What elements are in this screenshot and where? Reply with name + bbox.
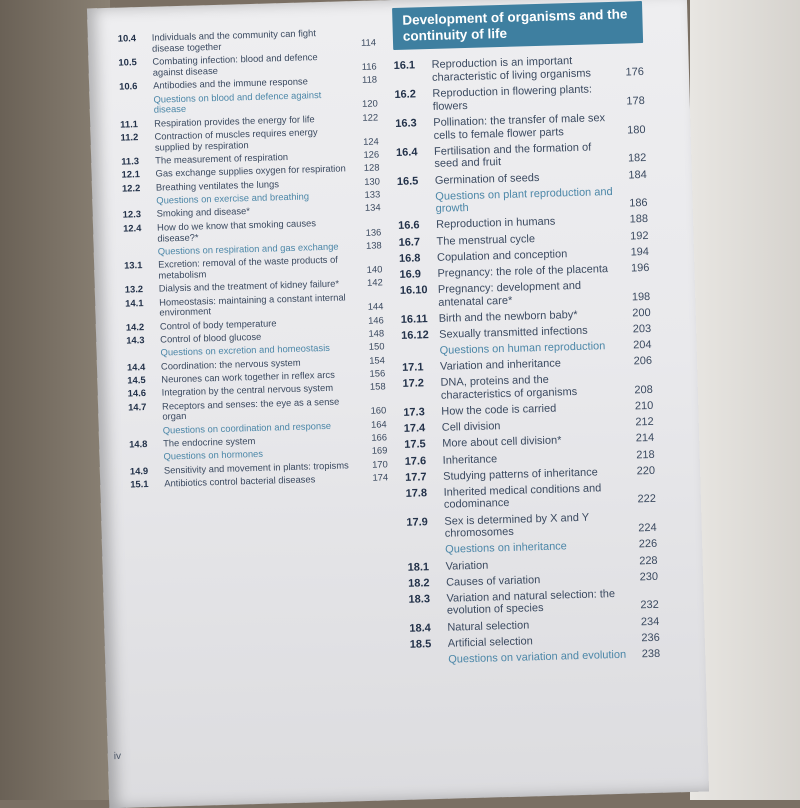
section-number: 17.4 (403, 422, 426, 436)
section-number: 16.2 (394, 88, 417, 102)
page-ref: 212 (635, 416, 654, 429)
page-ref: 124 (362, 135, 379, 147)
section-number: 14.5 (127, 373, 146, 386)
section-title: DNA, proteins and the characteristics of organisms (440, 374, 578, 402)
section-number (129, 425, 163, 426)
section-number: 10.6 (118, 80, 138, 92)
section-title: Antibodies and the immune response (152, 75, 309, 91)
section-number: 14.2 (125, 320, 145, 333)
page-ref: 194 (630, 245, 650, 259)
section-title: Integration by the central nervous system (161, 382, 334, 398)
page-ref: 204 (633, 338, 652, 352)
section-title: Reproduction in flowering plants: flowers (432, 83, 593, 113)
page-ref: 200 (632, 306, 651, 320)
section-number (126, 348, 160, 349)
section-number: 17.6 (404, 454, 427, 468)
contents-right-column (392, 1, 660, 671)
section-number (407, 544, 445, 545)
section-number: 16.10 (399, 284, 428, 297)
section-title: Variation (445, 559, 489, 573)
section-title: Reproduction in humans (435, 215, 556, 232)
section-title: How do we know that smoking causes disease?* (156, 216, 317, 244)
section-title: Sex is determined by X and Y chromosomes (444, 511, 590, 540)
section-number: 16.1 (393, 59, 416, 73)
contents-left-column (118, 26, 389, 492)
page-ref: 178 (626, 94, 645, 108)
page-ref: 180 (627, 123, 646, 137)
section-heading: Development of organisms and the continuity of life (392, 1, 643, 50)
section-title: Questions on hormones (163, 448, 264, 462)
section-title: Artificial selection (447, 635, 533, 650)
section-title: Cell division (441, 420, 501, 435)
section-title: Reproduction is an important characteristic of living organisms (431, 55, 592, 84)
section-title: Copulation and conception (436, 247, 568, 264)
section-title: Pregnancy: development and antenatal care* (437, 279, 582, 309)
section-title: Questions on variation and evolution (448, 648, 627, 666)
page-ref: 130 (364, 175, 381, 187)
contents-entry (405, 481, 656, 513)
section-number (124, 246, 158, 247)
page-ref: 230 (639, 570, 659, 583)
contents-page (87, 0, 709, 808)
section-title: Pollination: the transfer of male sex cells to female flower parts (433, 112, 606, 142)
section-title: Control of body temperature (159, 317, 277, 332)
section-title: More about cell division* (442, 434, 562, 451)
page-ref: 208 (634, 383, 653, 397)
contents-entry (396, 140, 647, 172)
section-title: How the code is carried (441, 402, 557, 418)
section-title: Fertilisation and the formation of seed and fruit (433, 141, 592, 171)
page-ref: 134 (364, 201, 381, 214)
page-ref: 140 (366, 263, 383, 275)
questions-entry (410, 648, 660, 668)
page-ref: 182 (627, 152, 647, 165)
contents-entry (394, 82, 645, 114)
section-title: Birth and the newborn baby* (438, 308, 578, 325)
section-title: Questions on human reproduction (439, 340, 606, 357)
contents-entry (400, 278, 651, 310)
section-number: 10.4 (117, 32, 137, 44)
page-ref: 220 (636, 464, 656, 478)
page-number: iv (113, 750, 122, 763)
contents-entry (406, 509, 657, 541)
section-title: Gas exchange supplies oxygen for respiration (155, 162, 346, 180)
page-ref: 122 (362, 111, 379, 123)
page-ref: 148 (368, 327, 385, 339)
section-number: 16.3 (395, 117, 417, 130)
page-ref: 236 (641, 631, 660, 645)
contents-entry (395, 111, 646, 143)
section-number: 14.6 (127, 387, 147, 399)
section-title: Breathing ventilates the lungs (155, 177, 280, 193)
section-number (129, 452, 163, 453)
section-title: Questions on exercise and breathing (156, 190, 310, 206)
page-ref: 170 (371, 457, 388, 470)
section-title: Variation and natural selection: the evolution of species (446, 587, 616, 618)
page-ref: 158 (369, 380, 386, 393)
page-ref: 169 (371, 444, 388, 457)
page-ref: 128 (363, 161, 380, 174)
page-ref: 156 (369, 367, 386, 379)
page-ref: 196 (630, 261, 650, 275)
page-ref: 174 (372, 471, 389, 483)
page-ref: 116 (361, 60, 377, 72)
section-title: Control of blood glucose (160, 330, 262, 345)
page-ref: 214 (635, 432, 655, 445)
page-ref: 226 (638, 538, 658, 551)
page-ref: 118 (361, 73, 378, 86)
section-number: 11.2 (120, 131, 139, 143)
page-ref: 238 (641, 647, 661, 661)
section-title: Pregnancy: the role of the placenta (437, 262, 609, 280)
section-number (410, 654, 448, 655)
section-title: Studying patterns of inheritance (442, 466, 598, 483)
section-title: Neurones can work together in reflex arcs (161, 368, 335, 385)
page-ref: 150 (368, 340, 385, 353)
section-number: 17.7 (404, 470, 427, 484)
contents-entry (402, 371, 653, 403)
section-title: Causes of variation (445, 573, 541, 589)
page-ref: 120 (361, 97, 378, 110)
section-title: Contraction of muscles requires energy supplied by respiration (154, 126, 318, 153)
page-ref: 166 (371, 431, 388, 443)
section-number: 12.2 (121, 181, 141, 194)
section-number: 14.9 (129, 464, 149, 477)
contents-entry (394, 53, 645, 85)
section-title: Questions on plant reproduction and growth (435, 185, 613, 216)
section-title: Questions on coordination and response (162, 419, 332, 436)
section-number: 18.4 (409, 621, 431, 635)
section-number: 18.3 (408, 592, 431, 606)
section-title: The measurement of respiration (155, 151, 289, 166)
section-title: Receptors and senses: the eye as a sense organ (161, 395, 340, 422)
section-number: 16.7 (398, 235, 421, 249)
page-ref: 198 (631, 290, 651, 304)
section-number: 16.12 (401, 329, 429, 342)
page-ref: 142 (366, 276, 383, 289)
right-entry-list (394, 53, 661, 667)
section-title: Inherited medical conditions and codominance (443, 482, 602, 512)
section-number: 14.1 (125, 296, 144, 309)
page-ref: 160 (370, 404, 387, 417)
section-title: The menstrual cycle (436, 232, 536, 248)
page-ref: 228 (639, 554, 658, 567)
page-ref: 164 (370, 418, 387, 430)
section-title: Inheritance (442, 452, 498, 467)
section-title: Questions on respiration and gas exchange (157, 240, 339, 257)
section-title: The endocrine system (162, 435, 256, 449)
page-ref: 206 (633, 355, 653, 368)
page-ref: 126 (363, 148, 380, 160)
section-title: Smoking and disease* (156, 205, 251, 220)
page-ref: 146 (367, 314, 384, 326)
page-ref: 203 (632, 322, 652, 336)
section-number: 18.2 (407, 576, 430, 590)
section-number: 18.1 (407, 560, 430, 574)
section-number: 11.1 (120, 117, 139, 130)
contents-entry (408, 587, 659, 619)
section-number (397, 191, 435, 192)
section-number: 16.6 (397, 219, 420, 233)
section-title: Excretion: removal of the waste products of metabolism (157, 253, 338, 281)
section-title: Combating infection: blood and defence against disease (152, 51, 318, 78)
section-number (122, 196, 156, 197)
page-ref: 133 (364, 188, 381, 200)
section-number: 13.1 (123, 259, 143, 271)
section-number: 18.5 (409, 637, 432, 651)
section-number: 16.4 (395, 146, 418, 159)
page-ref: 136 (365, 225, 382, 238)
section-number: 15.1 (130, 477, 149, 490)
section-number: 17.3 (403, 406, 425, 419)
section-number: 17.1 (401, 361, 424, 375)
page-ref: 186 (629, 197, 648, 210)
page-ref: 224 (638, 522, 657, 535)
section-number: 16.5 (396, 174, 419, 188)
section-number: 16.9 (399, 268, 422, 281)
section-number: 14.7 (127, 400, 147, 413)
section-number: 16.8 (398, 252, 421, 265)
page-ref: 184 (628, 168, 647, 181)
section-number (119, 94, 153, 95)
section-number: 17.9 (406, 515, 429, 529)
page-ref: 176 (625, 66, 645, 79)
page-ref: 218 (636, 448, 655, 461)
section-number: 12.3 (122, 208, 142, 220)
page-ref: 154 (369, 353, 386, 366)
page-ref: 234 (640, 615, 660, 628)
section-title: Questions on blood and defence against disease (153, 88, 322, 116)
page-ref: 144 (367, 300, 384, 313)
section-number: 17.8 (405, 487, 428, 500)
page-ref: 114 (360, 36, 377, 48)
section-title: Sexually transmitted infections (439, 324, 588, 341)
section-title: Respiration provides the energy for life (154, 112, 315, 129)
section-title: Questions on inheritance (445, 540, 568, 557)
section-number: 10.5 (118, 56, 137, 68)
section-title: Natural selection (447, 619, 530, 634)
section-number: 14.4 (126, 360, 146, 373)
background-right (690, 0, 800, 800)
section-number: 14.3 (126, 334, 145, 346)
section-number: 11.3 (121, 155, 140, 167)
questions-entry (397, 185, 648, 217)
section-title: Variation and inheritance (439, 357, 562, 373)
section-number: 17.2 (402, 377, 425, 391)
section-title: Individuals and the community can fight disease together (151, 27, 317, 54)
page-ref: 232 (640, 599, 659, 612)
page-ref: 188 (629, 213, 649, 226)
section-number: 12.4 (122, 221, 142, 234)
section-title: Germination of seeds (434, 171, 540, 187)
section-title: Sensitivity and movement in plants: tropisms (163, 459, 349, 476)
section-title: Antibiotics control bacterial diseases (164, 473, 316, 489)
section-title: Coordination: the nervous system (160, 356, 301, 372)
section-number: 14.8 (128, 438, 148, 450)
page-ref: 138 (365, 239, 382, 251)
section-number (401, 345, 439, 346)
section-number: 12.1 (121, 168, 140, 181)
section-number: 17.5 (404, 438, 426, 452)
page-ref: 192 (629, 229, 649, 243)
section-number: 13.2 (124, 283, 144, 295)
page-ref: 210 (634, 399, 654, 413)
section-number: 16.11 (400, 312, 428, 326)
section-title: Homeostasis: maintaining a constant internal environment (159, 290, 346, 318)
section-title: Dialysis and the treatment of kidney failure* (158, 277, 340, 294)
page-ref: 222 (637, 493, 657, 506)
section-title: Questions on excretion and homeostasis (160, 342, 331, 358)
